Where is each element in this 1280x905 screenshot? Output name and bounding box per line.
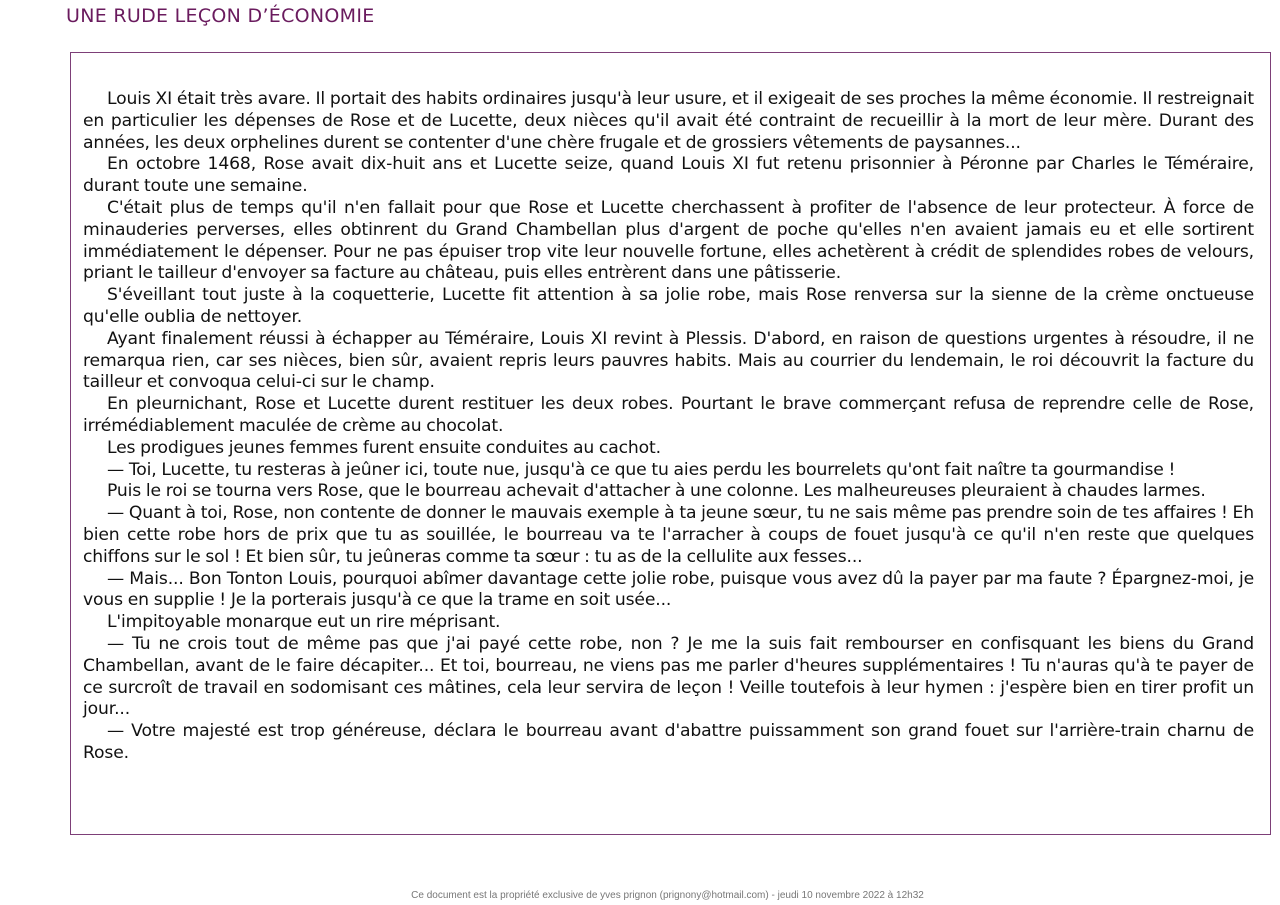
- paragraph: — Votre majesté est trop généreuse, déclara le bourreau avant d'abattre puissamment son grand fouet sur l'arrière-train charnu de Rose.: [83, 721, 1254, 763]
- paragraph: — Toi, Lucette, tu resteras à jeûner ici, toute nue, jusqu'à ce que tu aies perdu les bourrelets qu'ont fait naître ta gourmandise !: [107, 459, 1176, 480]
- paragraph: En octobre 1468, Rose avait dix-huit ans et Lucette seize, quand Louis XI fut retenu prisonnier à Péronne par Charles le Téméraire, durant toute une semaine.: [83, 154, 1254, 197]
- paragraph: C'était plus de temps qu'il n'en fallait pour que Rose et Lucette cherchassent à profiter de l'absence de leur protecteur. À force de minauderies perverses, elles obtinrent du Grand Chambellan plus d'argent de poche qu'elles n'en avaient jamais eu et elle sortirent immédiatement le dépenser. Pour ne pas épuiser trop vite leur nouvelle fortune, elles achetèrent à crédit de splendides robes de velours, priant le tailleur d'envoyer sa facture au château, puis elles entrèrent dans une pâtisserie.: [83, 197, 1254, 284]
- copyright-footer: Ce document est la propriété exclusive de yves prignon (prignony@hotmail.com) - jeudi 10 novembre 2022 à 12h32: [411, 890, 924, 901]
- paragraph: — Mais... Bon Tonton Louis, pourquoi abîmer davantage cette jolie robe, puisque vous avez dû la payer par ma faute ? Épargnez-moi, je vous en supplie ! Je la porterais jusqu'à ce que la trame en soit usée...: [83, 568, 1254, 611]
- paragraph: Puis le roi se tourna vers Rose, que le bourreau achevait d'attacher à une colonne. Les malheureuses pleuraient à chaudes larmes.: [107, 481, 1206, 502]
- paragraph: S'éveillant tout juste à la coquetterie, Lucette fit attention à sa jolie robe, mais Rose renversa sur la sienne de la crème onctueuse qu'elle oublia de nettoyer.: [83, 285, 1254, 327]
- paragraph: — Tu ne crois tout de même pas que j'ai payé cette robe, non ? Je me la suis fait rembourser en confisquant les biens du Grand Chambellan, avant de le faire décapiter... Et toi, bourreau, ne viens pas me parler d'heures supplémentaires ! Tu n'auras qu'à te payer de ce surcroît de travail en sodomisant ces mâtines, cela leur servira de leçon ! Veille toutefois à leur hymen : j'espère bien en tirer profit un jour...: [83, 633, 1254, 720]
- paragraph: Louis XI était très avare. Il portait des habits ordinaires jusqu'à leur usure, et il exigeait de ses proches la même économie. Il restreignait en particulier les dépenses de Rose et de Lucette, deux nièces qu'il avait été contraint de recueillir à la mort de leur mère. Durant des années, les deux orphelines durent se contenter d'une chère frugale et de grossiers vêtements de paysannes...: [83, 89, 1254, 153]
- story-body: [83, 89, 1254, 765]
- document-title: UNE RUDE LEÇON D’ÉCONOMIE: [66, 5, 375, 27]
- paragraph: Les prodigues jeunes femmes furent ensuite conduites au cachot.: [107, 437, 661, 458]
- paragraph: En pleurnichant, Rose et Lucette durent restituer les deux robes. Pourtant le brave commerçant refusa de reprendre celle de Rose, irrémédiablement maculée de crème au chocolat.: [83, 394, 1254, 436]
- paragraph: L'impitoyable monarque eut un rire méprisant.: [107, 612, 501, 633]
- paragraph: — Quant à toi, Rose, non contente de donner le mauvais exemple à ta jeune sœur, tu ne sais même pas prendre soin de tes affaires ! Eh bien cette robe hors de prix que tu as souillée, le bourreau va te l'arracher à coups de fouet jusqu'à ce qu'il n'en reste que quelques chiffons sur le sol ! Et bien sûr, tu jeûneras comme ta sœur : tu as de la cellulite aux fesses...: [83, 503, 1254, 567]
- paragraph: Ayant finalement réussi à échapper au Téméraire, Louis XI revint à Plessis. D'abord, en raison de questions urgentes à résoudre, il ne remarqua rien, car ses nièces, bien sûr, avaient repris leurs pauvres habits. Mais au courrier du lendemain, le roi découvrit la facture du tailleur et convoqua celui-ci sur le champ.: [83, 328, 1254, 393]
